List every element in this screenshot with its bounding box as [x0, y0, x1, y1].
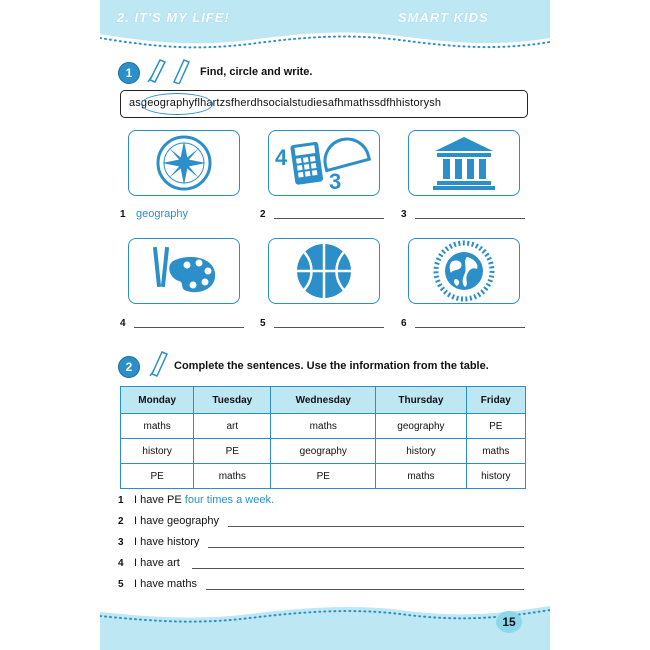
sentence-4: I have art	[134, 557, 180, 569]
sentence-2: I have geography	[134, 515, 220, 527]
picture-3	[408, 130, 520, 196]
answer-4-line[interactable]	[134, 327, 244, 328]
table-cell: PE	[271, 464, 376, 489]
calculator-ruler-icon	[269, 131, 379, 195]
unit-title: 2. IT'S MY LIFE!	[117, 10, 230, 25]
table-cell: PE	[194, 439, 271, 464]
book-title: SMART KIDS	[398, 10, 489, 25]
table-cell: PE	[121, 464, 194, 489]
word-circle	[141, 93, 213, 115]
answer-3-line[interactable]	[415, 218, 525, 219]
picture-5	[268, 238, 380, 304]
picture-4	[128, 238, 240, 304]
table-cell: geography	[376, 414, 466, 439]
answer-4-number: 4	[120, 318, 126, 329]
exercise-1-instruction: Find, circle and write.	[200, 66, 313, 78]
picture-2	[268, 130, 380, 196]
footer-wave	[100, 596, 550, 636]
header-monday: Monday	[121, 387, 194, 414]
timetable	[120, 386, 526, 489]
sentence-2-number: 2	[118, 516, 124, 527]
globe-people-icon	[409, 239, 519, 303]
page-number: 15	[496, 611, 522, 633]
palette-icon	[129, 239, 239, 303]
word-search-text: asgeographyflhartzsfherdhsocialstudiesafhmathssdfhhistorysh	[129, 97, 442, 109]
digit-3: 3	[329, 169, 342, 194]
table-cell: maths	[121, 414, 194, 439]
exercise-1-number: 1	[118, 62, 140, 84]
header-thursday: Thursday	[376, 387, 466, 414]
table-cell: PE	[466, 414, 525, 439]
exercise-2-number: 2	[118, 356, 140, 378]
table-cell: art	[194, 414, 271, 439]
table-cell: maths	[376, 464, 466, 489]
sentence-4-line[interactable]	[192, 568, 524, 569]
table-row	[121, 414, 526, 439]
header-friday: Friday	[466, 387, 525, 414]
picture-1	[128, 130, 240, 196]
compass-icon	[129, 131, 239, 195]
sentence-4-number: 4	[118, 558, 124, 569]
answer-6-line[interactable]	[415, 327, 525, 328]
pencil-icon	[146, 348, 170, 378]
table-cell: history	[121, 439, 194, 464]
table-cell: maths	[271, 414, 376, 439]
sentence-1-answer: four times a week.	[184, 494, 275, 506]
table-cell: history	[376, 439, 466, 464]
answer-2-number: 2	[260, 209, 266, 220]
answer-1-number: 1	[120, 209, 126, 220]
table-cell: maths	[466, 439, 525, 464]
table-row	[121, 439, 526, 464]
picture-6	[408, 238, 520, 304]
answer-2-line[interactable]	[274, 218, 384, 219]
answer-5-line[interactable]	[274, 327, 384, 328]
sentence-3-number: 3	[118, 537, 124, 548]
table-row	[121, 464, 526, 489]
sentence-1: I have PE four times a week.	[134, 494, 275, 506]
sentence-1-number: 1	[118, 495, 124, 506]
answer-6-number: 6	[401, 318, 407, 329]
header-tuesday: Tuesday	[194, 387, 271, 414]
sentence-5-number: 5	[118, 579, 124, 590]
pencils-icon	[144, 56, 194, 84]
table-cell: history	[466, 464, 525, 489]
answer-1-text: geography	[136, 208, 188, 220]
sentence-3: I have history	[134, 536, 200, 548]
answer-5-number: 5	[260, 318, 266, 329]
ball-icon	[269, 239, 379, 303]
header-wednesday: Wednesday	[271, 387, 376, 414]
digit-4: 4	[275, 145, 288, 170]
answer-3-number: 3	[401, 209, 407, 220]
word-search-box	[120, 90, 528, 118]
sentence-5: I have maths	[134, 578, 197, 590]
header-wave	[100, 0, 550, 60]
sentence-2-line[interactable]	[228, 526, 524, 527]
museum-icon	[409, 131, 519, 195]
sentence-5-line[interactable]	[206, 589, 524, 590]
timetable-header-row	[121, 387, 526, 414]
circled-word: geography	[140, 97, 195, 109]
table-cell: geography	[271, 439, 376, 464]
sentence-3-line[interactable]	[208, 547, 524, 548]
exercise-2-instruction: Complete the sentences. Use the information from the table.	[174, 360, 489, 372]
table-cell: maths	[194, 464, 271, 489]
